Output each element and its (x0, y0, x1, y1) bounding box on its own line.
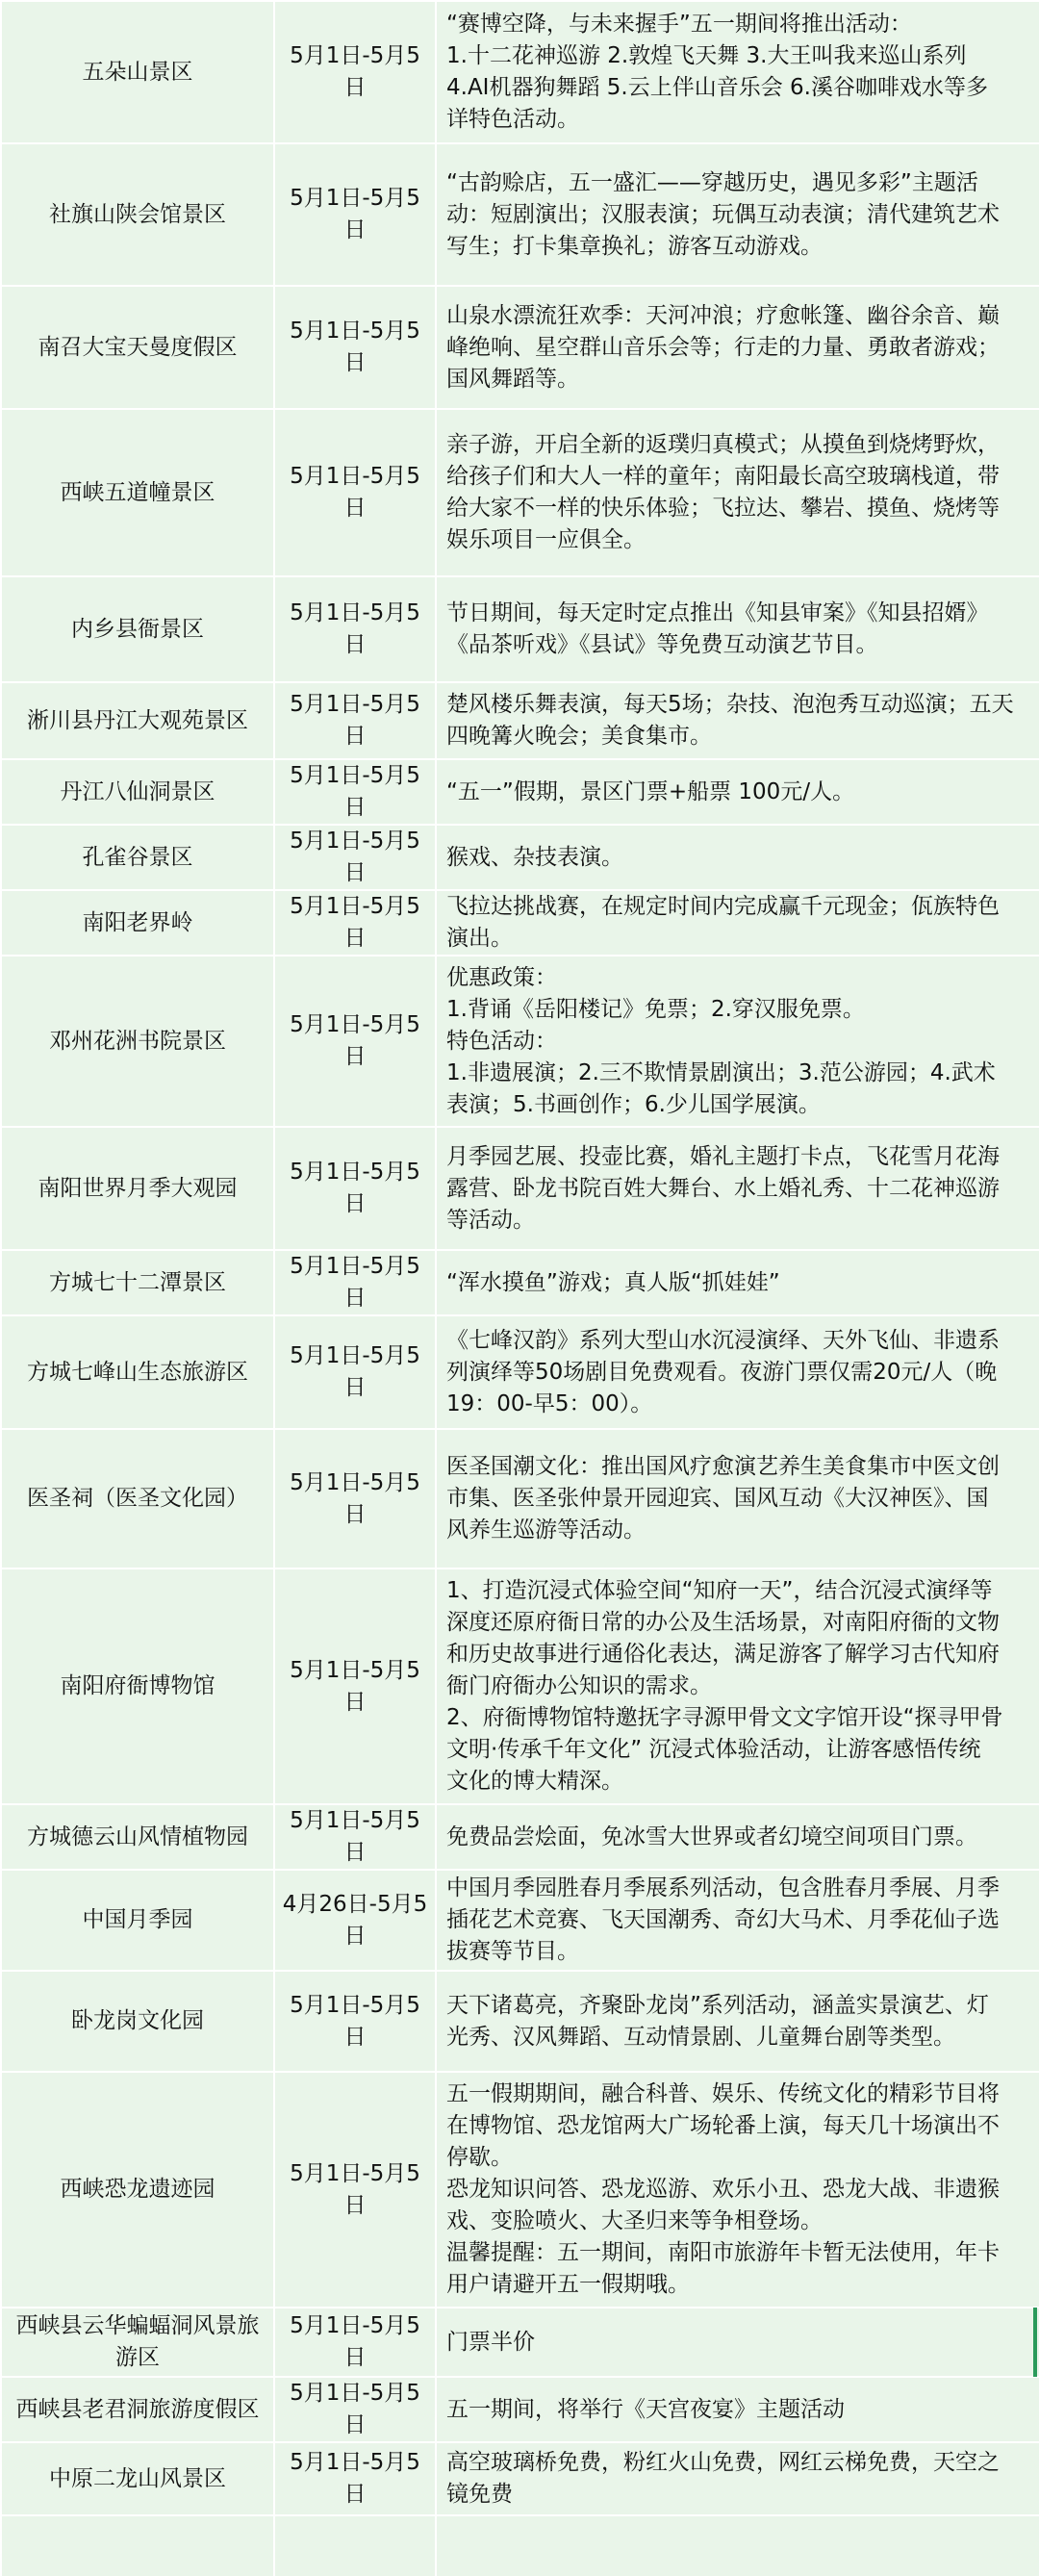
date-range-cell: 5月1日-5月5日 (274, 1429, 436, 1569)
scenic-name-cell: 医圣祠（医圣文化园） (1, 1429, 274, 1569)
activity-description-cell: 优惠政策： 1.背诵《岳阳楼记》免票；2.穿汉服免票。 特色活动： 1.非遗展演；2.三不欺情景剧演出；3.范公游园；4.武术 表演；5.书画创作；6.少儿国学展演。 (436, 956, 1039, 1127)
activity-description-cell: 楚风楼乐舞表演，每天5场；杂技、泡泡秀互动巡演；五天 四晚篝火晚会；美食集市。 (436, 682, 1039, 759)
scenic-name-cell: 社旗山陕会馆景区 (1, 143, 274, 286)
date-range-cell: 5月1日-5月5日 (274, 2308, 436, 2377)
table-row (1, 2442, 1039, 2515)
table-row (1, 1250, 1039, 1315)
activity-description-cell: 高空玻璃桥免费，粉红火山免费，网红云梯免费，天空之 镜免费 (436, 2442, 1039, 2515)
scenic-name-cell: 内乡县衙景区 (1, 576, 274, 682)
date-range-cell: 5月1日-5月5日 (274, 576, 436, 682)
scenic-name-cell: 中原二龙山风景区 (1, 2442, 274, 2515)
table-row (1, 1127, 1039, 1250)
date-range-cell: 5月1日-5月5日 (274, 2377, 436, 2442)
scenic-name-cell: 南阳世界月季大观园 (1, 1127, 274, 1250)
table-row (1, 956, 1039, 1127)
scenic-name-cell: 南阳府衙博物馆 (1, 1569, 274, 1804)
table-row (1, 143, 1039, 286)
activity-description-cell: 亲子游，开启全新的返璞归真模式；从摸鱼到烧烤野炊， 给孩子们和大人一样的童年；南阳最长高空玻璃栈道，带 给大家不一样的快乐体验；飞拉达、攀岩、摸鱼、烧烤等 娱乐项目一应俱全。 (436, 409, 1039, 576)
date-range-cell: 5月1日-5月5日 (274, 825, 436, 890)
scenic-name-cell: 卧龙岗文化园 (1, 1971, 274, 2072)
table-row (1, 2515, 1039, 2576)
activity-description-cell: 天下诸葛亮，齐聚卧龙岗”系列活动，涵盖实景演艺、灯 光秀、汉风舞蹈、互动情景剧、儿童舞台剧等类型。 (436, 1971, 1039, 2072)
table-row (1, 682, 1039, 759)
activity-description-cell: 月季园艺展、投壶比赛，婚礼主题打卡点，飞花雪月花海 露营、卧龙书院百姓大舞台、水上婚礼秀、十二花神巡游 等活动。 (436, 1127, 1039, 1250)
activity-description-cell: 飞拉达挑战赛，在规定时间内完成赢千元现金；佤族特色 演出。 (436, 890, 1039, 956)
table-row (1, 759, 1039, 825)
table-row (1, 2072, 1039, 2308)
activity-description-cell: 《七峰汉韵》系列大型山水沉浸演绎、天外飞仙、非遗系 列演绎等50场剧目免费观看。夜游门票仅需20元/人（晚 19：00-早5：00）。 (436, 1315, 1039, 1429)
date-range-cell: 5月1日-5月5日 (274, 1971, 436, 2072)
scenic-name-cell: 方城七十二潭景区 (1, 1250, 274, 1315)
date-range-cell: 5月1日-5月5日 (274, 1569, 436, 1804)
table-row (1, 1870, 1039, 1971)
date-range-cell: 5月1日-5月5日 (274, 2072, 436, 2308)
scenic-name-cell: 西峡恐龙遗迹园 (1, 2072, 274, 2308)
scenic-name-cell: 西峡五道幢景区 (1, 409, 274, 576)
activity-description-cell: 山泉水漂流狂欢季：天河冲浪；疗愈帐篷、幽谷余音、巅 峰绝响、星空群山音乐会等；行走的力量、勇敢者游戏； 国风舞蹈等。 (436, 286, 1039, 409)
scenic-name-cell: 孔雀谷景区 (1, 825, 274, 890)
activity-description-cell: “五一”假期，景区门票+船票 100元/人。 (436, 759, 1039, 825)
scenic-name-cell: 丹江八仙洞景区 (1, 759, 274, 825)
date-range-cell: 5月1日-5月5日 (274, 143, 436, 286)
date-range-cell: 5月1日-5月5日 (274, 409, 436, 576)
scenic-name-cell: 淅川县丹江大观苑景区 (1, 682, 274, 759)
date-range-cell: 5月1日-5月5日 (274, 759, 436, 825)
activity-description-cell (436, 2515, 1039, 2576)
scenic-name-cell: 南召大宝天曼度假区 (1, 286, 274, 409)
table-row (1, 825, 1039, 890)
scenic-name-cell: 西峡县老君洞旅游度假区 (1, 2377, 274, 2442)
scenic-name-cell: 南阳老界岭 (1, 890, 274, 956)
activity-description-cell: 医圣国潮文化：推出国风疗愈演艺养生美食集市中医文创 市集、医圣张仲景开园迎宾、国风互动《大汉神医》、国 风养生巡游等活动。 (436, 1429, 1039, 1569)
date-range-cell: 5月1日-5月5日 (274, 1315, 436, 1429)
date-range-cell: 5月1日-5月5日 (274, 286, 436, 409)
table-row (1, 1804, 1039, 1870)
activity-description-cell: 节日期间，每天定时定点推出《知县审案》《知县招婿》 《品茶听戏》《县试》等免费互动演艺节目。 (436, 576, 1039, 682)
table-row (1, 1569, 1039, 1804)
table-row (1, 1, 1039, 143)
table-row (1, 890, 1039, 956)
table-row (1, 1971, 1039, 2072)
table-row (1, 286, 1039, 409)
date-range-cell: 5月1日-5月5日 (274, 1250, 436, 1315)
date-range-cell: 4月26日-5月5 日 (274, 1870, 436, 1971)
table-row (1, 409, 1039, 576)
scenic-name-cell: 邓州花洲书院景区 (1, 956, 274, 1127)
scenic-name-cell: 中国月季园 (1, 1870, 274, 1971)
date-range-cell: 5月1日-5月5日 (274, 1804, 436, 1870)
table-body (1, 1, 1039, 2576)
activity-description-cell: 免费品尝烩面，免冰雪大世界或者幻境空间项目门票。 (436, 1804, 1039, 1870)
date-range-cell (274, 2515, 436, 2576)
activity-description-cell: 五一期间，将举行《天宫夜宴》主题活动 (436, 2377, 1039, 2442)
activity-description-cell: 猴戏、杂技表演。 (436, 825, 1039, 890)
date-range-cell: 5月1日-5月5日 (274, 682, 436, 759)
scenic-name-cell: 五朵山景区 (1, 1, 274, 143)
scenic-name-cell: 西峡县云华蝙蝠洞风景旅 游区 (1, 2308, 274, 2377)
date-range-cell: 5月1日-5月5日 (274, 890, 436, 956)
activity-description-cell: “赛博空降，与未来握手”五一期间将推出活动： 1.十二花神巡游 2.敦煌飞天舞 3.大王叫我来巡山系列 4.AI机器狗舞蹈 5.云上伴山音乐会 6.溪谷咖啡戏水等多 详特色活动。 (436, 1, 1039, 143)
activity-description-cell: 中国月季园胜春月季展系列活动，包含胜春月季展、月季 插花艺术竞赛、飞天国潮秀、奇幻大马术、月季花仙子选 拔赛等节目。 (436, 1870, 1039, 1971)
table-row (1, 1429, 1039, 1569)
scenic-name-cell (1, 2515, 274, 2576)
scroll-indicator (1033, 2308, 1037, 2377)
table-row (1, 2377, 1039, 2442)
table-row (1, 1315, 1039, 1429)
activity-description-cell: “浑水摸鱼”游戏；真人版“抓娃娃” (436, 1250, 1039, 1315)
scenic-name-cell: 方城德云山风情植物园 (1, 1804, 274, 1870)
date-range-cell: 5月1日-5月5日 (274, 1127, 436, 1250)
table-row (1, 576, 1039, 682)
activity-description-cell: 1、打造沉浸式体验空间“知府一天”，结合沉浸式演绎等 深度还原府衙日常的办公及生活场景，对南阳府衙的文物 和历史故事进行通俗化表达，满足游客了解学习古代知府 衙门府衙办公知识的需求。 2、府衙博物馆特邀抚字寻源甲骨文文字馆开设“探寻甲骨 文明·传承千年文化” 沉浸式体验活动，让游客感悟传统 文化的博大精深。 (436, 1569, 1039, 1804)
activity-description-cell: 五一假期期间，融合科普、娱乐、传统文化的精彩节目将 在博物馆、恐龙馆两大广场轮番上演，每天几十场演出不 停歇。 恐龙知识问答、恐龙巡游、欢乐小丑、恐龙大战、非遗猴 戏、变脸喷火、大圣归来等争相登场。 温馨提醒：五一期间，南阳市旅游年卡暂无法使用，年卡 用户请避开五一假期哦。 (436, 2072, 1039, 2308)
activity-description-cell: 门票半价 (436, 2308, 1039, 2377)
date-range-cell: 5月1日-5月5日 (274, 1, 436, 143)
scenic-name-cell: 方城七峰山生态旅游区 (1, 1315, 274, 1429)
activity-description-cell: “古韵赊店，五一盛汇——穿越历史，遇见多彩”主题活 动：短剧演出；汉服表演；玩偶互动表演；清代建筑艺术 写生；打卡集章换礼；游客互动游戏。 (436, 143, 1039, 286)
date-range-cell: 5月1日-5月5日 (274, 2442, 436, 2515)
table-row (1, 2308, 1039, 2377)
date-range-cell: 5月1日-5月5日 (274, 956, 436, 1127)
